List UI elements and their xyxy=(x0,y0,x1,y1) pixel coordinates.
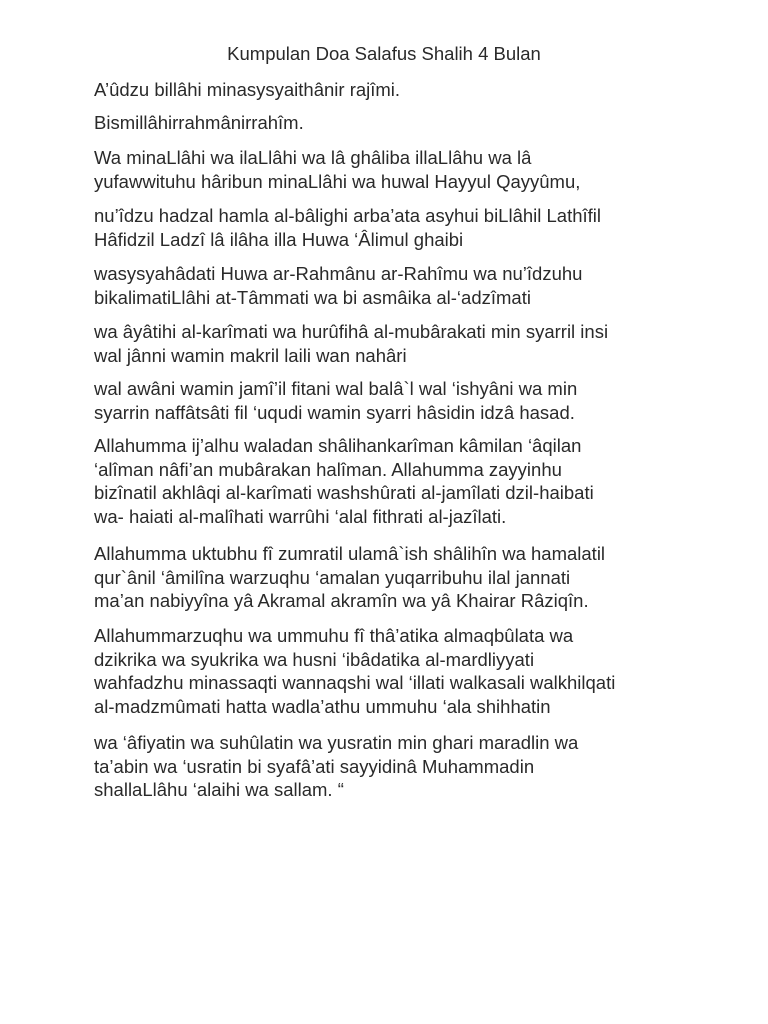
text-line: Bismillâhirrahmânirrahîm. xyxy=(94,112,304,133)
text-line: qur`ânil ‘âmilîna warzuqhu ‘amalan yuqarribuhu ilal jannati xyxy=(94,566,571,588)
text-line: wasysyahâdati Huwa ar-Rahmânu ar-Rahîmu wa nu’îdzuhu xyxy=(94,263,583,284)
text-line: wahfadzhu minassaqti wannaqshi wal ‘illati walkasali walkhilqati xyxy=(94,672,616,693)
text-line: syarrin naffâtsâti fil ‘uqudi wamin syarri hâsidin idzâ hasad. xyxy=(94,401,575,423)
paragraph xyxy=(94,624,694,718)
paragraph xyxy=(94,146,694,193)
paragraph xyxy=(94,377,694,424)
text-line: shallaLlâhu ‘alaihi wa sallam. “ xyxy=(94,779,344,800)
paragraph-basmalah xyxy=(94,111,694,135)
text-line: wa- haiati al-malîhati warrûhi ‘alal fithrati al-jazîlati. xyxy=(94,505,507,527)
text-line: wa ‘âfiyatin wa suhûlatin wa yusratin min ghari maradlin wa xyxy=(94,732,579,753)
text-line: Allahumma uktubhu fî zumratil ulamâ`ish shâlihîn wa hamalatil xyxy=(94,543,606,564)
text-line: wal jânni wamin makril laili wan nahâri xyxy=(94,344,407,366)
text-line: ‘alîman nâfi’an mubârakan halîman. Allahumma zayyinhu xyxy=(94,458,562,480)
text-line: A’ûdzu billâhi minasysyaithânir rajîmi. xyxy=(94,79,401,100)
paragraph xyxy=(94,542,694,613)
text-line: Wa minaLlâhi wa ilaLlâhi wa lâ ghâliba illaLlâhu wa lâ xyxy=(94,147,532,168)
text-line: al-madzmûmati hatta wadla’athu ummuhu ‘ala shihhatin xyxy=(94,695,551,717)
text-line: wa âyâtihi al-karîmati wa hurûfihâ al-mubârakati min syarril insi xyxy=(94,321,609,342)
text-line: ma’an nabiyyîna yâ Akramal akramîn wa yâ Khairar Râziqîn. xyxy=(94,590,589,611)
text-line: Allahummarzuqhu wa ummuhu fî thâ’atika almaqbûlata wa xyxy=(94,625,574,646)
text-line: Hâfidzil Ladzî lâ ilâha illa Huwa ‘Âlimul ghaibi xyxy=(94,228,464,250)
text-line: wal awâni wamin jamî’il fitani wal balâ`l wal ‘ishyâni wa min xyxy=(94,378,578,399)
text-line: bikalimatiLlâhi at-Tâmmati wa bi asmâika al-‘adzîmati xyxy=(94,286,531,308)
paragraph xyxy=(94,320,694,367)
paragraph xyxy=(94,434,694,528)
paragraph xyxy=(94,731,694,802)
text-line: nu’îdzu hadzal hamla al-bâlighi arba’ata asyhui biLlâhil Lathîfil xyxy=(94,205,602,226)
paragraph-ta-awwudz xyxy=(94,78,694,102)
paragraph xyxy=(94,262,694,309)
text-line: bizînatil akhlâqi al-karîmati washshûrati al-jamîlati dzil-haibati xyxy=(94,482,594,503)
text-line: dzikrika wa syukrika wa husni ‘ibâdatika al-mardliyyati xyxy=(94,648,535,670)
text-line: ta’abin wa ‘usratin bi syafâ’ati sayyidinâ Muhammadin xyxy=(94,755,535,777)
text-line: yufawwituhu hâribun minaLlâhi wa huwal Hayyul Qayyûmu, xyxy=(94,170,581,192)
paragraph xyxy=(94,204,694,251)
document-title: Kumpulan Doa Salafus Shalih 4 Bulan xyxy=(227,43,541,64)
text-line: Allahumma ij’alhu waladan shâlihankarîman kâmilan ‘âqilan xyxy=(94,435,582,456)
